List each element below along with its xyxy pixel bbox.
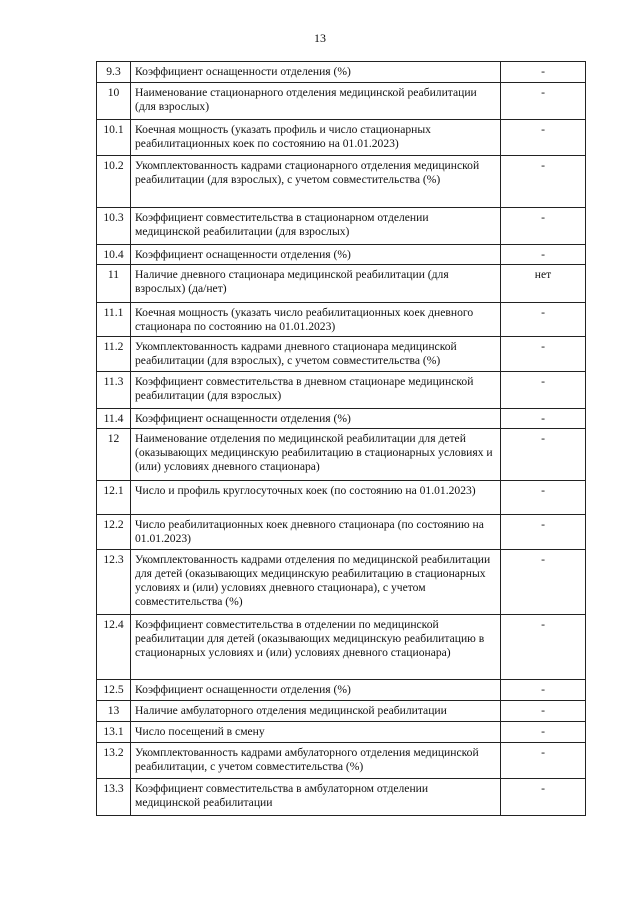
row-description: Укомплектованность кадрами амбулаторного отделения медицинской реабилитации, с учетом совместительства (%) — [131, 743, 501, 779]
row-value: - — [501, 245, 586, 265]
indicator-table-body — [97, 62, 586, 816]
row-value: - — [501, 615, 586, 680]
indicator-table — [96, 61, 586, 816]
row-number: 11.3 — [97, 372, 131, 409]
row-number: 11.4 — [97, 409, 131, 429]
row-description: Коэффициент оснащенности отделения (%) — [131, 680, 501, 701]
row-description: Коэффициент оснащенности отделения (%) — [131, 62, 501, 83]
row-value: - — [501, 120, 586, 156]
table-row — [97, 208, 586, 245]
row-number: 13 — [97, 701, 131, 722]
row-description: Коэффициент оснащенности отделения (%) — [131, 245, 501, 265]
table-row — [97, 722, 586, 743]
row-description: Наименование стационарного отделения медицинской реабилитации (для взрослых) — [131, 83, 501, 120]
row-description: Наименование отделения по медицинской реабилитации для детей (оказывающих медицинскую реабилитацию в стационарных условиях и (или) условиях дневного стационара) — [131, 429, 501, 481]
table-row — [97, 303, 586, 337]
row-number: 10.4 — [97, 245, 131, 265]
row-description: Наличие дневного стационара медицинской реабилитации (для взрослых) (да/нет) — [131, 265, 501, 303]
row-value: - — [501, 429, 586, 481]
row-value: - — [501, 62, 586, 83]
row-value: - — [501, 701, 586, 722]
table-row — [97, 481, 586, 515]
table-row — [97, 245, 586, 265]
table-row — [97, 701, 586, 722]
row-value: - — [501, 779, 586, 816]
row-description: Коэффициент оснащенности отделения (%) — [131, 409, 501, 429]
table-row — [97, 372, 586, 409]
row-number: 12.3 — [97, 550, 131, 615]
row-value: - — [501, 409, 586, 429]
table-row — [97, 120, 586, 156]
row-description: Число посещений в смену — [131, 722, 501, 743]
row-number: 10.3 — [97, 208, 131, 245]
row-description: Наличие амбулаторного отделения медицинской реабилитации — [131, 701, 501, 722]
row-value: - — [501, 550, 586, 615]
row-value: - — [501, 156, 586, 208]
row-number: 11 — [97, 265, 131, 303]
row-description: Укомплектованность кадрами отделения по медицинской реабилитации для детей (оказывающих медицинскую реабилитацию в стационарных условиях и (или) условиях дневного стационара), с учетом совместительства (%) — [131, 550, 501, 615]
row-description: Укомплектованность кадрами стационарного отделения медицинской реабилитации (для взрослых), с учетом совместительства (%) — [131, 156, 501, 208]
row-value: - — [501, 680, 586, 701]
row-number: 12.5 — [97, 680, 131, 701]
row-number: 13.2 — [97, 743, 131, 779]
row-description: Коечная мощность (указать профиль и число стационарных реабилитационных коек по состоянию на 01.01.2023) — [131, 120, 501, 156]
row-number: 13.3 — [97, 779, 131, 816]
table-row — [97, 550, 586, 615]
row-number: 12.4 — [97, 615, 131, 680]
row-description: Коэффициент совместительства в дневном стационаре медицинской реабилитации (для взрослых) — [131, 372, 501, 409]
row-value: - — [501, 372, 586, 409]
table-row — [97, 515, 586, 550]
row-description: Коэффициент совместительства в отделении по медицинской реабилитации для детей (оказывающих медицинскую реабилитацию в стационарных условиях и (или) условиях дневного стационара) — [131, 615, 501, 680]
row-number: 11.2 — [97, 337, 131, 372]
row-description: Число реабилитационных коек дневного стационара (по состоянию на 01.01.2023) — [131, 515, 501, 550]
table-row — [97, 680, 586, 701]
table-row — [97, 265, 586, 303]
row-number: 10.2 — [97, 156, 131, 208]
row-value: - — [501, 208, 586, 245]
table-row — [97, 156, 586, 208]
row-number: 10 — [97, 83, 131, 120]
row-number: 9.3 — [97, 62, 131, 83]
table-row — [97, 62, 586, 83]
row-description: Коечная мощность (указать число реабилитационных коек дневного стационара по состоянию на 01.01.2023) — [131, 303, 501, 337]
row-number: 12.1 — [97, 481, 131, 515]
row-value: - — [501, 481, 586, 515]
row-description: Число и профиль круглосуточных коек (по состоянию на 01.01.2023) — [131, 481, 501, 515]
row-value: - — [501, 722, 586, 743]
page-number: 13 — [314, 31, 326, 45]
table-row — [97, 615, 586, 680]
row-value: - — [501, 303, 586, 337]
row-value: - — [501, 83, 586, 120]
row-value: - — [501, 743, 586, 779]
row-number: 11.1 — [97, 303, 131, 337]
row-description: Коэффициент совместительства в амбулаторном отделении медицинской реабилитации — [131, 779, 501, 816]
table-row — [97, 429, 586, 481]
table-row — [97, 743, 586, 779]
row-value: - — [501, 515, 586, 550]
row-description: Укомплектованность кадрами дневного стационара медицинской реабилитации (для взрослых), с учетом совместительства (%) — [131, 337, 501, 372]
table-row — [97, 337, 586, 372]
table-row — [97, 83, 586, 120]
row-value: - — [501, 337, 586, 372]
row-number: 12.2 — [97, 515, 131, 550]
row-number: 10.1 — [97, 120, 131, 156]
row-value: нет — [501, 265, 586, 303]
row-description: Коэффициент совместительства в стационарном отделении медицинской реабилитации (для взрослых) — [131, 208, 501, 245]
row-number: 13.1 — [97, 722, 131, 743]
table-row — [97, 779, 586, 816]
table-row — [97, 409, 586, 429]
row-number: 12 — [97, 429, 131, 481]
